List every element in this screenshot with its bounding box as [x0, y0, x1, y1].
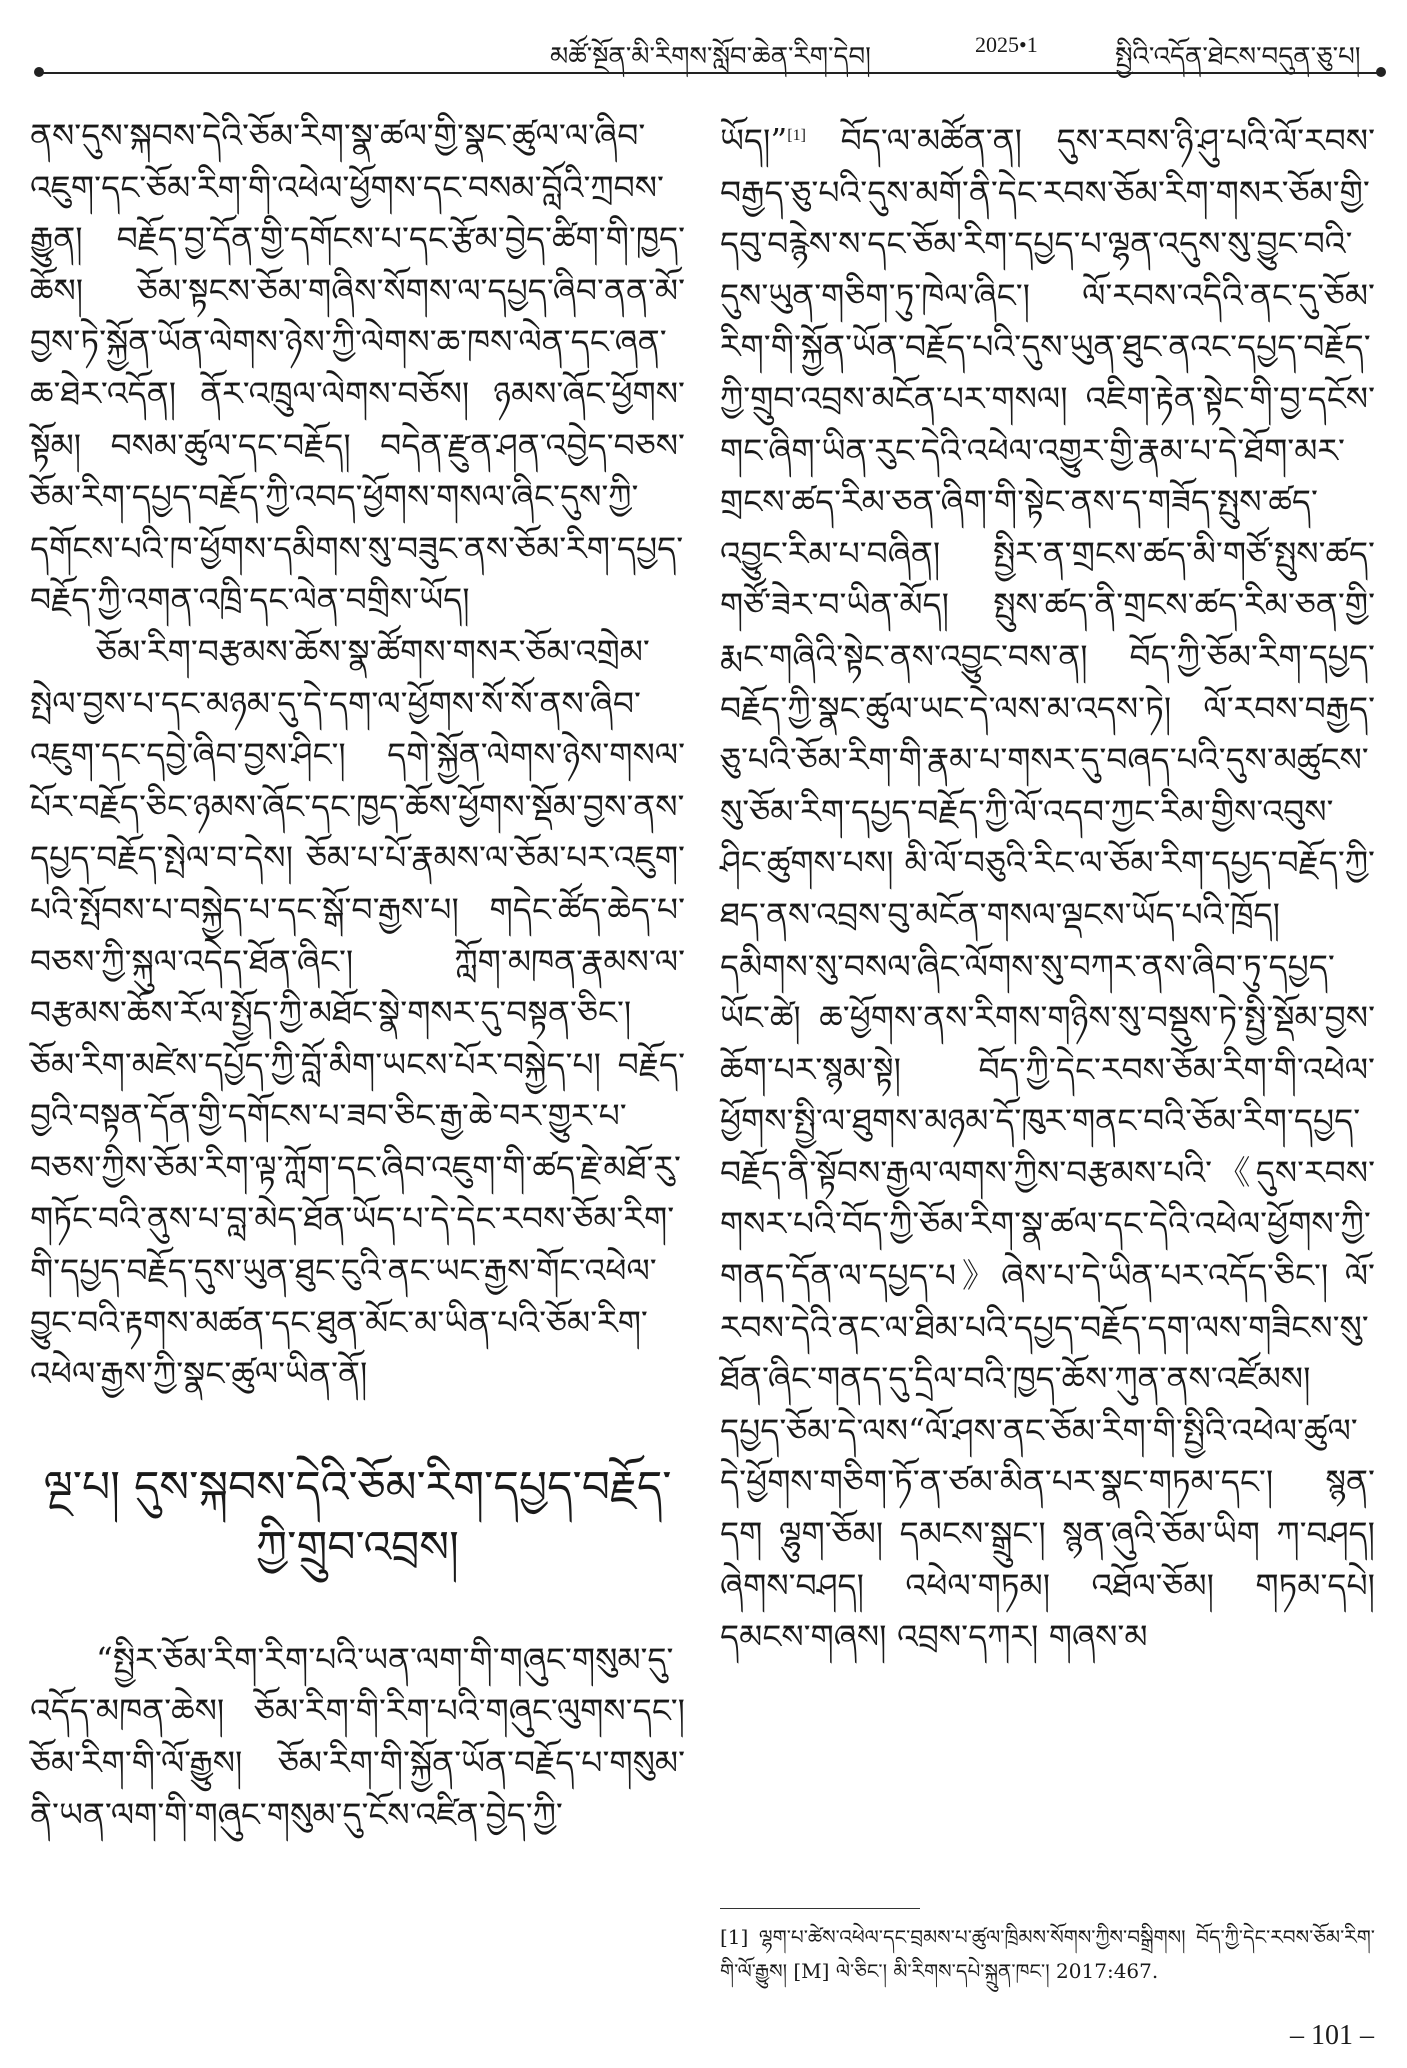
running-header: [30, 20, 1380, 72]
series-number: སྤྱིའི་འདོན་ཐེངས་བདུན་ཅུ་པ།: [1115, 42, 1361, 72]
body-paragraph-4: [720, 110, 1375, 1663]
footnote: [720, 1920, 1375, 1988]
body-paragraph-3: “སྤྱིར་ཅོམ་རིག་རིག་པའི་ཡན་ལག་གི་གཞུང་གསུམ་དུ་འདོད་མཁན་ཆེས། ཅོམ་རིག་གི་རིག་པའི་གཞུང་ལུགས་དང་། ཅོམ་རིག་གི་ལོ་རྒྱུས། ཅོམ་རིག་གི་སྐྱོན་ཡོན་བརྗོད་པ་གསུམ་ནི་ཡན་ལག་གི་གཞུང་གསུམ་དུ་ངོས་འཛིན་བྱེད་ཀྱི་: [30, 1639, 685, 1834]
right-column: [720, 110, 1375, 1663]
body-paragraph-2: ཅོམ་རིག་བརྩམས་ཆོས་སྣ་ཚོགས་གསར་ཅོམ་འགྲེམ་སྤེལ་བྱས་པ་དང་མཉམ་དུ་དེ་དག་ལ་ཕྱོགས་སོ་སོ་ནས་ཞིབ་འཇུག་དང་དབྱེ་ཞིབ་བྱས་ཤིང་། དགེ་སྐྱོན་ལེགས་ཉེས་གསལ་པོར་བརྗོད་ཅིང་ཉམས་ཞོང་དང་ཁྱད་ཆོས་ཕྱོགས་སྡོམ་བྱས་ནས་དཔྱད་བརྗོད་སྤེལ་བ་དེས། ཅོམ་པ་པོ་རྣམས་ལ་ཅོམ་པར་འཇུག་པའི་སྤོབས་པ་བསྐྱེད་པ་དང་སྒོ་བ་རྒྱས་པ། གདེང་ཚོད་ཆེད་པ་བཅས་ཀྱི་སྐུལ་འདེད་ཐོན་ཞིང་། ཀློག་མཁན་རྣམས་ལ་བརྩམས་ཆོས་རོལ་སྤྱོད་ཀྱི་མཐོང་སྣེ་གསར་དུ་བསྟན་ཅིང་། ཅོམ་རིག་མཛེས་དཔྱོད་ཀྱི་བློ་མིག་ཡངས་པོར་བསྐྱེད་པ། བརྗོད་བྱའི་བསྟན་དོན་གྱི་དགོངས་པ་ཟབ་ཅིང་རྒྱ་ཆེ་བར་གྱུར་པ་བཅས་ཀྱིས་ཅོམ་རིག་ལྟ་ཀློག་དང་ཞིབ་འཇུག་གི་ཚད་རྗེ་མཐོ་རུ་གཏོང་བའི་ནུས་པ་བླ་མེད་ཐོན་ཡོད་པ་དེ་དེང་རབས་ཅོམ་རིག་གི་དཔྱད་བརྗོད་དུས་ཡུན་ཐུང་ངུའི་ནང་ཡང་རྒྱས་གོང་འཕེལ་བྱུང་བའི་རྟགས་མཚན་དང་ཐུན་མོང་མ་ཡིན་པའི་ཅོམ་རིག་འཕེལ་རྒྱས་ཀྱི་སྣང་ཚུལ་ཡིན་ནོ།: [30, 631, 685, 1394]
header-rule: [40, 72, 1380, 74]
body-paragraph-1: ནས་དུས་སྐབས་དེའི་ཅོམ་རིག་སྣ་ཚལ་གྱི་སྣང་ཚུལ་ལ་ཞིབ་འཇུག་དང་ཅོམ་རིག་གི་འཕེལ་ཕྱོགས་དང་བསམ་བློའི་ཀྲབས་རྒྱུན། བརྗོད་བྱ་དོན་གྱི་དགོངས་པ་དང་རྩོམ་བྱེད་ཚིག་གི་ཁྱད་ཆོས། ཅོམ་སྟངས་ཅོམ་གཞིས་སོགས་ལ་དཔྱད་ཞིབ་ནན་མོ་བྱས་ཏེ་སྐྱོན་ཡོན་ལེགས་ཉེས་ཀྱི་ལེགས་ཆ་ཁས་ལེན་དང་ཞན་ཆ་ཐེར་འདོན། ནོར་འཁྲུལ་ལེགས་བཅོས། ཉམས་ཞོང་ཕྱོགས་སྟོམ། བསམ་ཚུལ་དང་བརྗོད། བདེན་རྫུན་ཤན་འབྱེད་བཅས་ཅོམ་རིག་དཔྱད་བརྗོད་ཀྱི་འབད་ཕྱོགས་གསལ་ཞིང་དུས་ཀྱི་དགོངས་པའི་ཁ་ཕྱོགས་དམིགས་སུ་བཟུང་ནས་ཅོམ་རིག་དཔྱད་བརྗོད་ཀྱི་འགན་འཁྲི་དང་ལེན་བགྲིས་ཡོད།: [30, 116, 685, 620]
paragraph-continuation: བོད་ལ་མཚོན་ན། དུས་རབས་ཉི་ཤུ་པའི་ལོ་རབས་བརྒྱད་ཅུ་པའི་དུས་མགོ་ནི་དེང་རབས་ཅོམ་རིག་གསར་ཅོམ་གྱི་དབུ་བརྙེས་ས་དང་ཅོམ་རིག་དཔྱད་པ་ལྷན་འདུས་སུ་བྱུང་བའི་དུས་ཡུན་གཅིག་ཏུ་ཁེལ་ཞིང་། ལོ་རབས་འདིའི་ནང་དུ་ཅོམ་རིག་གི་སྐྱོན་ཡོན་བརྗོད་པའི་དུས་ཡུན་ཐུང་ནའང་དཔྱད་བརྗོད་ཀྱི་གྲུབ་འབྲས་མངོན་པར་གསལ། འཇིག་རྟེན་སྟེང་གི་བྱ་དངོས་གང་ཞིག་ཡིན་རུང་དེའི་འཕེལ་འགྱུར་གྱི་རྣམ་པ་དེ་ཐོག་མར་གྲངས་ཚད་རིམ་ཅན་ཞིག་གི་སྟེང་ནས་ད་གཟོད་སྤུས་ཚད་འབྱུང་རིམ་པ་བཞིན། སྤྱིར་ན་གྲངས་ཚད་མི་གཙོ་སྤུས་ཚད་གཙོ་ཟེར་བ་ཡིན་མོད། སྤུས་ཚད་ནི་གྲངས་ཚད་རིམ་ཅན་གྱི་རྨང་གཞིའི་སྟེང་ནས་འབྱུང་བས་ན། བོད་ཀྱི་ཅོམ་རིག་དཔྱད་བརྗོད་ཀྱི་སྣང་ཚུལ་ཡང་དེ་ལས་མ་འདས་ཏེ། ལོ་རབས་བརྒྱད་ཅུ་པའི་ཅོམ་རིག་གི་རྣམ་པ་གསར་དུ་བཞད་པའི་དུས་མཚུངས་སུ་ཅོམ་རིག་དཔྱད་བརྗོད་ཀྱི་ལོ་འདབ་ཀྱང་རིམ་གྱིས་འབུས་ཤིང་ཚུགས་པས། མི་ལོ་བཅུའི་རིང་ལ་ཅོམ་རིག་དཔྱད་བརྗོད་ཀྱི་ཐད་ནས་འབྲས་བུ་མངོན་གསལ་ལྡངས་ཡོད་པའི་ཁྲོད། དམིགས་སུ་བསལ་ཞིང་ལོགས་སུ་བཀར་ནས་ཞིབ་ཏུ་དཔྱད་ཡོང་ཚེ། ཆ་ཕྱོགས་ནས་རིགས་གཉིས་སུ་བསྡུས་ཏེ་སྤྱི་སྡོམ་བྱས་ཆོག་པར་སྙམ་སྟེ། བོད་ཀྱི་དེང་རབས་ཅོམ་རིག་གི་འཕེལ་ཕྱོགས་སྤྱི་ལ་ཐུགས་མཉམ་དོ་ཁུར་གནང་བའི་ཅོམ་རིག་དཔྱད་བརྗོད་ནི་སྟོབས་རྒྱལ་ལགས་ཀྱིས་བརྩམས་པའི་《དུས་རབས་གསར་པའི་བོད་ཀྱི་ཅོམ་རིག་སྣ་ཚལ་དང་དེའི་འཕེལ་ཕྱོགས་ཀྱི་གནད་དོན་ལ་དཔྱད་པ》ཞེས་པ་དེ་ཡིན་པར་འདོད་ཅིང་། ལོ་རབས་དེའི་ནང་ལ་ཐིམ་པའི་དཔྱད་བརྗོད་དག་ལས་གཟིངས་སུ་ཐོན་ཞིང་གནད་དུ་དྲིལ་བའི་ཁྱད་ཆོས་ཀུན་ནས་འཛོམས། དཔྱད་ཅོམ་དེ་ལས“ལོ་ཤས་ནང་ཅོམ་རིག་གི་སྤྱིའི་འཕེལ་ཚུལ་དེ་ཕྱོགས་གཅིག་ཏོ་ན་ཙམ་མིན་པར་སྣང་གཏམ་དང་། སྙན་དག ལྷུག་ཅོམ། དམངས་སྒྲུང་། སྙན་ཞུའི་ཅོམ་ཡིག ཀ་བཤད། ཞེགས་བཤད། འཕེལ་གཏམ། འཐོལ་ཅོམ། གཏམ་དཔེ། དམངས་གཞས། འབྲས་དཀར། གཞས་མ: [720, 121, 1375, 1657]
header-rule-right-dot: [1376, 67, 1386, 77]
footnote-divider: [720, 1908, 920, 1909]
left-column: [30, 110, 685, 1840]
footnote-marker: [1]: [720, 1925, 749, 1949]
header-rule-left-dot: [34, 67, 44, 77]
footnote-text: ལྷག་པ་ཚེས་འཕེལ་དང་བྲམས་པ་ཚུལ་ཁྲིམས་སོགས་ཀྱིས་བསྒྲིགས། བོད་ཀྱི་དེང་རབས་ཅོམ་རིག་གི་ལོ་རྒྱུས། [M] ལེ་ཅིང་། མི་རིགས་དཔེ་སྐྲུན་ཁང་། 2017:467.: [720, 1925, 1376, 1983]
page-number: – 101 –: [1290, 2020, 1374, 2051]
footnote-reference[interactable]: [1]: [787, 127, 806, 144]
issue-number: 2025•1: [975, 32, 1038, 57]
journal-title: མཚོ་སྔོན་མི་རིགས་སློབ་ཆེན་རིག་དེབ།: [550, 42, 871, 72]
section-heading: ལྔ་པ། དུས་སྐབས་དེའི་ཅོམ་རིག་དཔྱད་བརྗོད་ཀྱི་གྲུབ་འབྲས།: [43, 1461, 672, 1573]
paragraph-start: ཡོད།”: [720, 121, 788, 160]
